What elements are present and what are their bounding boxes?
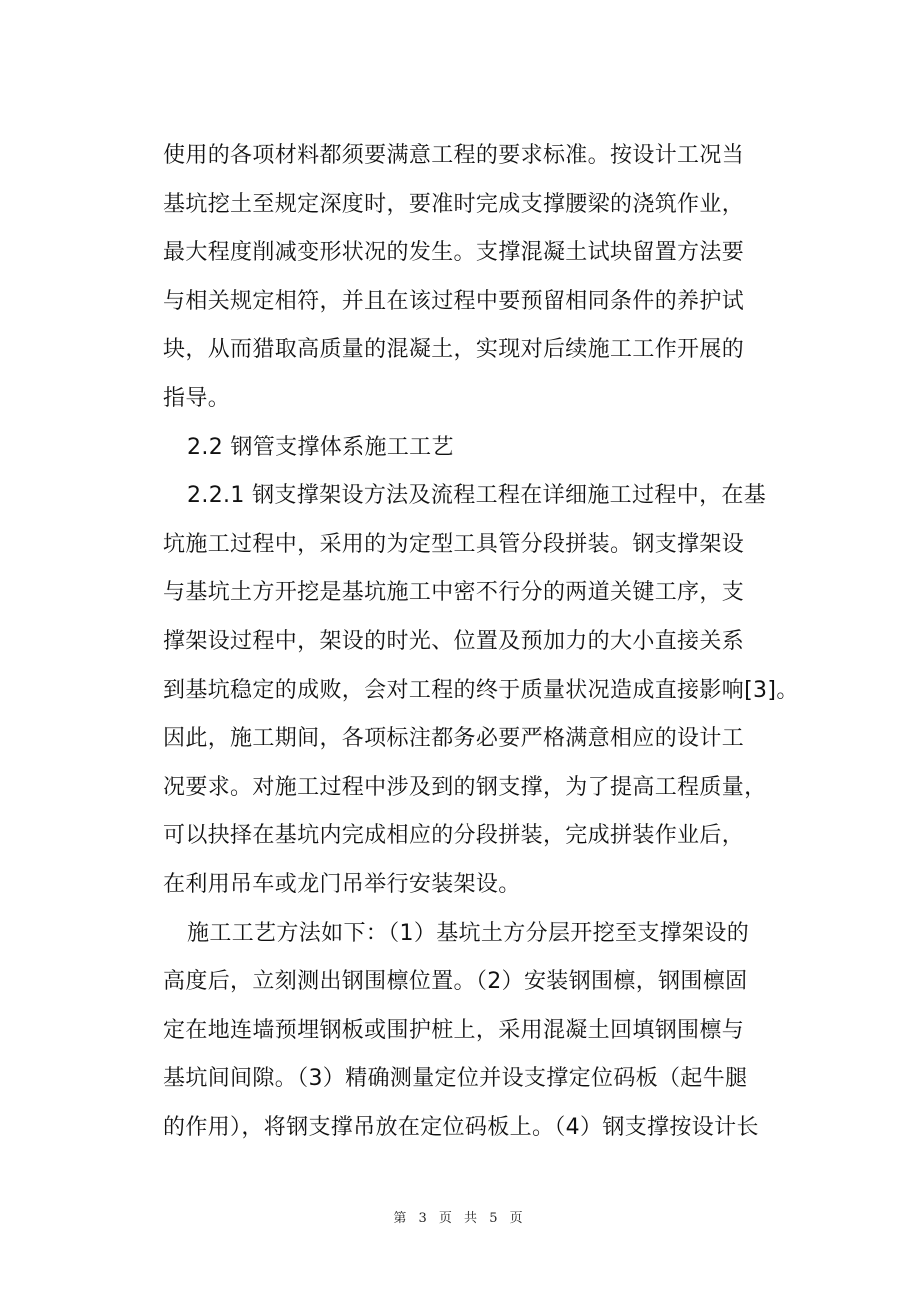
text-line: 定在地连墙预埋钢板或围护桩上，采用混凝土回填钢围檩与: [163, 1017, 745, 1043]
text-line: 基坑挖土至规定深度时，要准时完成支撑腰梁的浇筑作业，: [163, 191, 745, 217]
text-line: 因此，施工期间，各项标注都务必要严格满意相应的设计工: [163, 726, 745, 752]
text-line: 可以抉择在基坑内完成相应的分段拼装，完成拼装作业后，: [163, 823, 745, 849]
section-heading: 2.2 钢管支撑体系施工工艺: [187, 434, 454, 460]
text-line: 的作用），将钢支撑吊放在定位码板上。（4）钢支撑按设计长: [163, 1114, 759, 1140]
text-line: 到基坑稳定的成败，会对工程的终于质量状况造成直接影响[3]。: [163, 677, 799, 703]
text-line: 基坑间间隙。（3）精确测量定位并设支撑定位码板（起牛腿: [163, 1066, 748, 1092]
subsection-heading-line: 2.2.1 钢支撑架设方法及流程工程在详细施工过程中，在基: [187, 483, 767, 509]
text-line: 最大程度削减变形状况的发生。支撑混凝土试块留置方法要: [163, 240, 745, 266]
text-line: 与基坑土方开挖是基坑施工中密不行分的两道关键工序，支: [163, 580, 745, 606]
text-line: 与相关规定相符，并且在该过程中要预留相同条件的养护试: [163, 288, 745, 314]
page-number-footer: 第 3 页 共 5 页: [393, 1211, 527, 1226]
text-line: 撑架设过程中，架设的时光、位置及预加力的大小直接关系: [163, 628, 745, 654]
text-line: 况要求。对施工过程中涉及到的钢支撑，为了提高工程质量，: [163, 774, 767, 800]
text-line: 在利用吊车或龙门吊举行安装架设。: [163, 871, 521, 897]
text-line: 使用的各项材料都须要满意工程的要求标准。按设计工况当: [163, 143, 745, 168]
paragraph-start-line: 施工工艺方法如下：（1）基坑土方分层开挖至支撑架设的: [187, 920, 750, 946]
text-line: 高度后，立刻测出钢围檩位置。（2）安装钢围檩，钢围檩固: [163, 969, 748, 995]
body-text: [163, 132, 803, 1152]
text-line: 块，从而猎取高质量的混凝土，实现对后续施工工作开展的: [163, 337, 745, 363]
text-line: 坑施工过程中，采用的为定型工具管分段拼装。钢支撑架设: [163, 531, 745, 557]
text-line: 指导。: [163, 385, 231, 411]
